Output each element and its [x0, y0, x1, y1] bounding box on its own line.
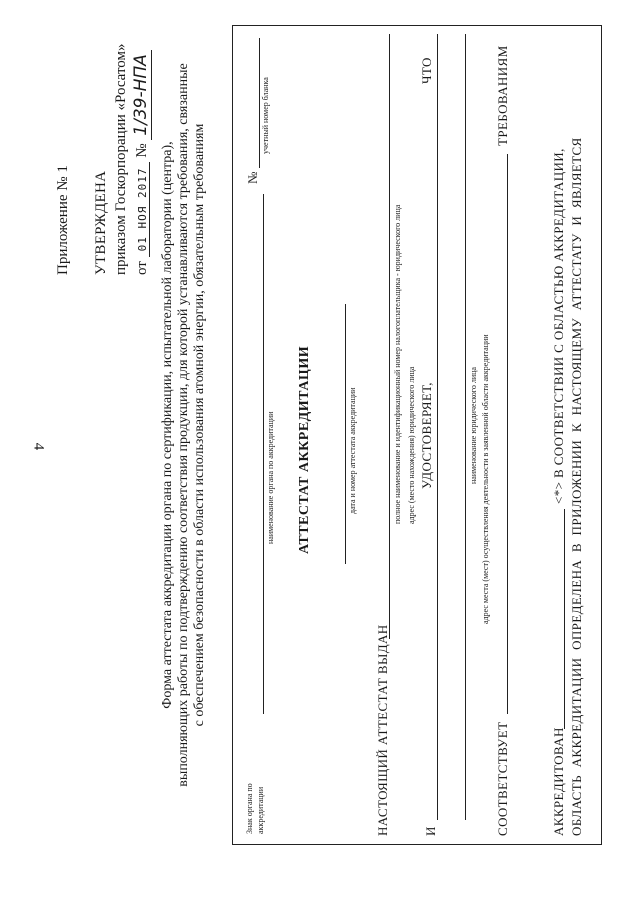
address-caption: адрес (место нахождения) юридического лица — [407, 366, 416, 524]
date-number-caption: дата и номер аттестата аккредитации — [348, 387, 357, 514]
appendix-label: Приложение № 1 — [55, 165, 71, 275]
reg-number-underline — [259, 38, 260, 168]
page-number: 4 — [30, 442, 47, 451]
accredited-underline — [564, 509, 565, 729]
that-label: ЧТО — [419, 57, 434, 84]
issued-to-label: НАСТОЯЩИЙ АТТЕСТАТ ВЫДАН — [375, 624, 390, 836]
approved-label: УТВЕРЖДЕНА — [93, 170, 109, 275]
requirements-underline — [507, 154, 508, 714]
form-title-line-2: выполняющих работы по подтверждению соответствия продукции, для которой устанавливаются требования, связанные — [176, 63, 191, 787]
complies-label: СООТВЕТСТВУЕТ — [495, 721, 510, 836]
number-prefix: № — [134, 143, 150, 158]
accredited-scope-text: <*> В СООТВЕТСТВИИ С ОБЛАСТЬЮ АККРЕДИТАЦИИ, — [551, 148, 566, 504]
sign-label-line-1: Знак органа по — [245, 783, 254, 834]
and-label: И — [423, 826, 438, 836]
accredited-label: АККРЕДИТОВАН — [551, 727, 566, 836]
legal-name-underline — [465, 34, 466, 820]
full-name-caption: полное наименование и идентификационный номер налогоплательщика - юридического лица — [393, 204, 402, 524]
legal-name-caption: наименование юридического лица — [469, 367, 478, 484]
full-name-underline — [389, 34, 390, 639]
certifies-label: УДОСТОВЕРЯЕТ, — [419, 382, 434, 489]
sign-label-line-2: аккредитации — [256, 786, 265, 834]
body-name-caption: наименование органа по аккредитации — [266, 411, 275, 544]
address-underline — [437, 34, 438, 820]
date-prefix: от — [134, 261, 150, 275]
handwritten-order-number: 1/39-НПА — [131, 50, 152, 140]
scope-line-text: ОБЛАСТЬ АККРЕДИТАЦИИ ОПРЕДЕЛЕНА В ПРИЛОЖЕНИИ К НАСТОЯЩЕМУ АТТЕСТАТУ И ЯВЛЯЕТСЯ — [569, 137, 584, 836]
certificate-form-frame — [232, 25, 602, 845]
number-sign: № — [245, 171, 260, 184]
order-date-line — [132, 50, 152, 275]
certificate-title: АТТЕСТАТ АККРЕДИТАЦИИ — [297, 345, 312, 554]
order-label: приказом Госкорпорации «Росатом» — [113, 43, 129, 275]
form-title — [160, 35, 208, 815]
activity-address-caption: адрес места (мест) осуществления деятельности в заявленной области аккредитации — [481, 334, 490, 624]
date-stamp: 01 НОЯ 2017 — [136, 162, 150, 258]
form-title-line-1: Форма аттестата аккредитации органа по сертификации, испытательной лаборатории (центра), — [160, 141, 175, 709]
form-title-line-3: с обеспечением безопасности в области использования атомной энергии, обязательным требованиям — [192, 123, 207, 727]
body-name-underline — [263, 194, 264, 714]
reg-number-caption: учетный номер бланка — [261, 77, 270, 154]
requirements-label: ТРЕБОВАНИЯМ — [495, 45, 510, 146]
date-number-underline — [345, 304, 346, 564]
